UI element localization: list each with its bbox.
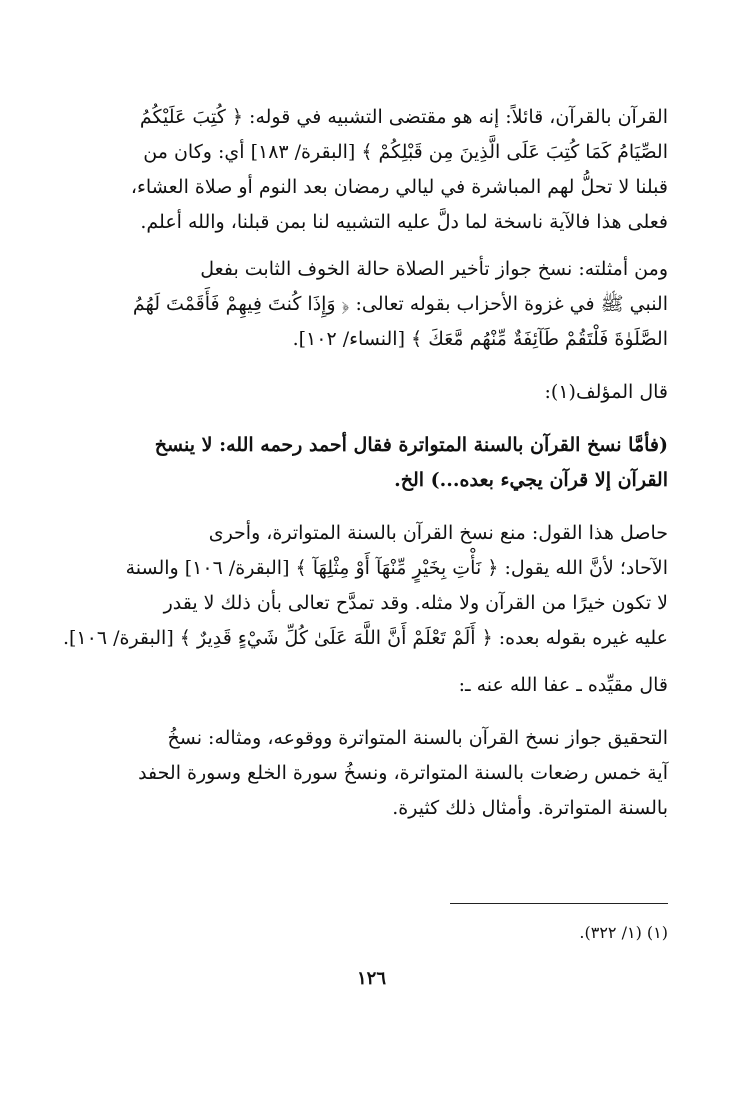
- paragraph-verification: [98, 721, 668, 826]
- text-line: حاصل هذا القول: منع نسخ القرآن بالسنة المتواترة، وأحرى: [208, 522, 668, 544]
- text-line: القرآن بالقرآن، قائلاً: إنه هو مقتضى التشبيه في قوله: ﴿ كُتِبَ عَلَيْكُمُ: [139, 106, 668, 128]
- author-heading: [98, 375, 668, 410]
- text-line: القرآن إلا قرآن يجيء بعده...) الخ.: [394, 469, 668, 491]
- footnote-divider: [450, 903, 668, 904]
- quoted-text: [98, 428, 668, 498]
- paragraph-tashbih: [98, 100, 668, 240]
- text-line: فعلى هذا فالآية ناسخة لما دلَّ عليه التشبيه لنا بمن قبلنا، والله أعلم.: [140, 211, 668, 233]
- text-line: النبي ﷺ في غزوة الأحزاب بقوله تعالى: ﴿ وَإِذَا كُنتَ فِيهِمْ فَأَقَمْتَ لَهُمُ: [132, 293, 668, 315]
- footnote: (١) (١/ ٣٢٢).: [579, 923, 668, 942]
- text-line: عليه غيره بقوله بعده: ﴿ أَلَمْ تَعْلَمْ أَنَّ اللَّهَ عَلَىٰ كُلِّ شَيْءٍ قَدِيرٌ ﴾ [البقرة/ ١٠٦].: [62, 627, 668, 649]
- text-line: قبلنا لا تحلُّ لهم المباشرة في ليالي رمضان بعد النوم أو صلاة العشاء،: [130, 176, 668, 198]
- text-line: لا تكون خيرًا من القرآن ولا مثله. وقد تمدَّح تعالى بأن ذلك لا يقدر: [163, 592, 668, 614]
- page-number: ١٢٦: [356, 968, 386, 989]
- text-line: التحقيق جواز نسخ القرآن بالسنة المتواترة ووقوعه، ومثاله: نسخُ: [167, 727, 668, 749]
- text-line: (فأمَّا نسخ القرآن بالسنة المتواترة فقال أحمد رحمه الله: لا ينسخ: [154, 434, 668, 456]
- paragraph-summary: [62, 516, 668, 656]
- heading-text: قال مقيِّده ـ عفا الله عنه ـ:: [458, 674, 668, 696]
- paragraph-examples: [98, 252, 668, 357]
- text-line: الصِّيَامُ كَمَا كُتِبَ عَلَى الَّذِينَ مِن قَبْلِكُمْ ﴾ [البقرة/ ١٨٣] أي: وكان من: [143, 141, 668, 163]
- text-line: ومن أمثلته: نسخ جواز تأخير الصلاة حالة الخوف الثابت بفعل: [200, 258, 668, 280]
- commentator-heading: [98, 668, 668, 703]
- heading-text: قال المؤلف(١):: [544, 381, 668, 403]
- text-line: الآحاد؛ لأنَّ الله يقول: ﴿ نَأْتِ بِخَيْرٍ مِّنْهَآ أَوْ مِثْلِهَآ ﴾ [البقرة/ ١٠٦] والسنة: [125, 557, 668, 579]
- text-line: آية خمس رضعات بالسنة المتواترة، ونسخُ سورة الخلع وسورة الحفد: [138, 762, 668, 784]
- text-line: الصَّلَوٰةَ فَلْتَقُمْ طَآئِفَةٌ مِّنْهُم مَّعَكَ ﴾ [النساء/ ١٠٢].: [292, 328, 668, 350]
- text-line: بالسنة المتواترة. وأمثال ذلك كثيرة.: [392, 797, 668, 819]
- page-body: [62, 100, 668, 826]
